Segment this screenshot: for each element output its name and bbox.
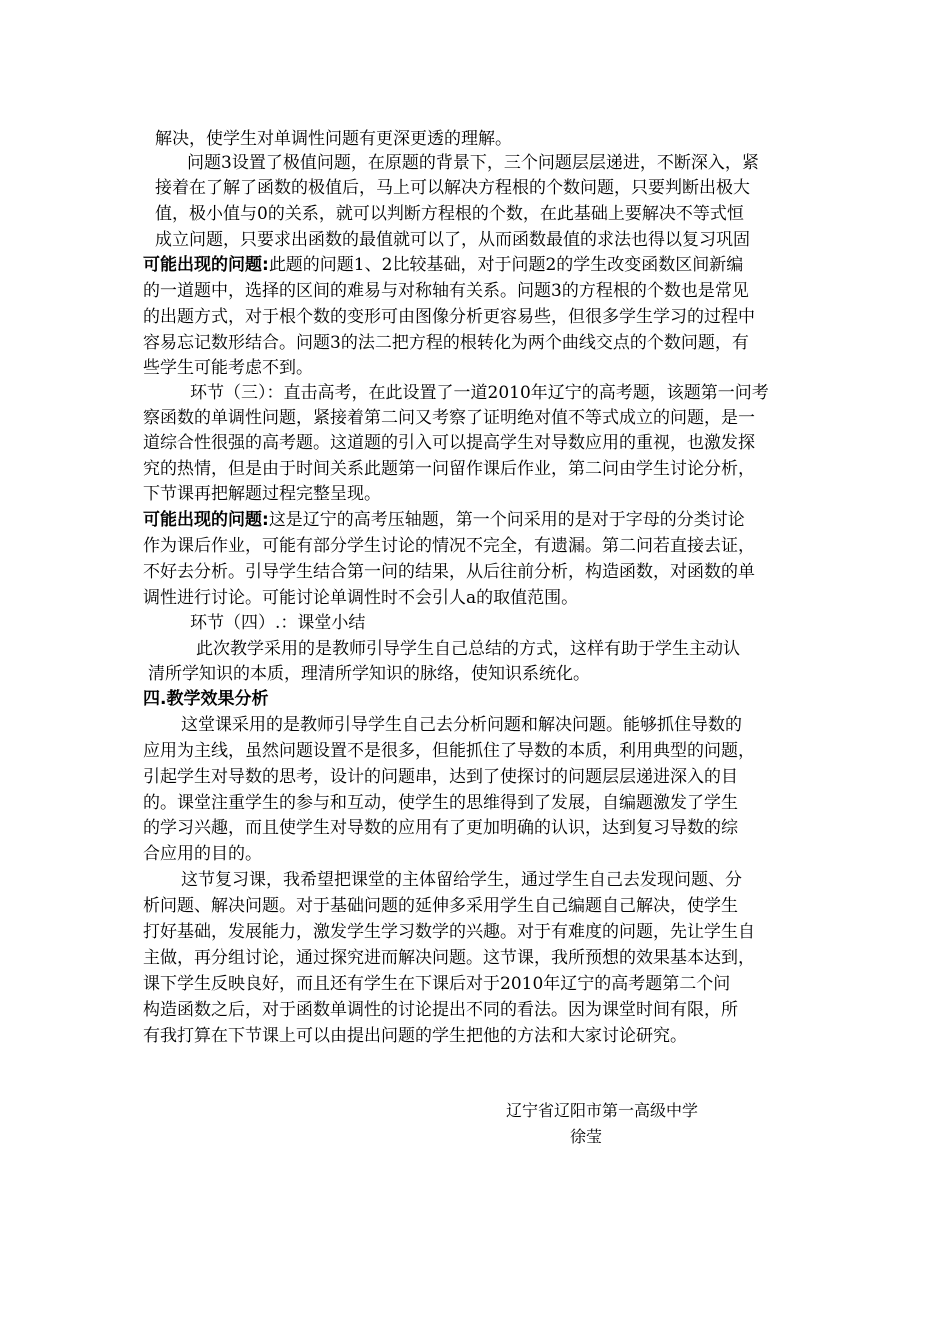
text-line: 作为课后作业，可能有部分学生讨论的情况不完全，有遗漏。第二问若直接去证， xyxy=(143,536,755,556)
text-line: 不好去分析。引导学生结合第一问的结果，从后往前分析，构造函数，对函数的单 xyxy=(143,562,755,582)
text-line: 环节（三）：直击高考，在此设置了一道2010年辽宁的高考题，该题第一问考 xyxy=(190,383,769,403)
text-line: 应用为主线，虽然问题设置不是很多，但能抓住了导数的本质，利用典型的问题， xyxy=(143,741,755,761)
text-line: 下节课再把解题过程完整呈现。 xyxy=(143,484,381,504)
signature-school: 辽宁省辽阳市第一高级中学 xyxy=(506,1101,699,1120)
text-line: 构造函数之后，对于函数单调性的讨论提出不同的看法。因为课堂时间有限，所 xyxy=(143,1000,738,1020)
text-line: 主做，再分组讨论，通过探究进而解决问题。这节课，我所预想的效果基本达到， xyxy=(143,948,755,968)
text-line: 引起学生对导数的思考，设计的问题串，达到了使探讨的问题层层递进深入的目 xyxy=(143,767,738,787)
text-line: 这节复习课，我希望把课堂的主体留给学生，通过学生自己去发现问题、分 xyxy=(181,870,742,890)
text-line: 的一道题中，选择的区间的难易与对称轴有关系。问题3的方程根的个数也是常见 xyxy=(143,281,749,301)
paragraph-line xyxy=(143,507,745,533)
possible-issues-label: 可能出现的问题: xyxy=(143,510,269,530)
text-line: 的出题方式，对于根个数的变形可由图像分析更容易些，但很多学生学习的过程中 xyxy=(143,307,755,327)
text-line: 接着在了解了函数的极值后，马上可以解决方程根的个数问题，只要判断出极大 xyxy=(155,178,750,198)
text-line: 这堂课采用的是教师引导学生自己去分析问题和解决问题。能够抓住导数的 xyxy=(181,715,742,735)
text-line: 环节（四）.：课堂小结 xyxy=(190,613,366,633)
text-line: 清所学知识的本质，理清所学知识的脉络，使知识系统化。 xyxy=(148,664,590,684)
possible-issues-label: 可能出现的问题: xyxy=(143,255,269,275)
text-line: 有我打算在下节课上可以由提出问题的学生把他的方法和大家讨论研究。 xyxy=(143,1026,687,1046)
text-line: 解决，使学生对单调性问题有更深更透的理解。 xyxy=(155,129,512,149)
text-line: 成立问题，只要求出函数的最值就可以了，从而函数最值的求法也得以复习巩固 xyxy=(155,230,750,250)
text-line: 些学生可能考虑不到。 xyxy=(143,358,313,378)
text-line: 调性进行讨论。可能讨论单调性时不会引人a的取值范围。 xyxy=(143,588,579,608)
text-line: 此题的问题1、2比较基础，对于问题2的学生改变函数区间新编 xyxy=(268,255,744,275)
text-line: 的学习兴趣，而且使学生对导数的应用有了更加明确的认识，达到复习导数的综 xyxy=(143,818,738,838)
section-heading: 四.教学效果分析 xyxy=(143,689,269,709)
text-line: 这是辽宁的高考压轴题，第一个问采用的是对于字母的分类讨论 xyxy=(268,510,745,530)
text-line: 合应用的目的。 xyxy=(143,844,262,864)
text-line: 析问题、解决问题。对于基础问题的延伸多采用学生自己编题自己解决，使学生 xyxy=(143,896,738,916)
text-line: 究的热情，但是由于时间关系此题第一问留作课后作业，第二问由学生讨论分析， xyxy=(143,459,755,479)
text-line: 问题3设置了极值问题，在原题的背景下，三个问题层层递进，不断深入，紧 xyxy=(187,153,759,173)
text-line: 打好基础，发展能力，激发学生学习数学的兴趣。对于有难度的问题，先让学生自 xyxy=(143,922,755,942)
text-line: 值，极小值与0的关系，就可以判断方程根的个数，在此基础上要解决不等式恒 xyxy=(155,204,744,224)
text-line: 道综合性很强的高考题。这道题的引入可以提高学生对导数应用的重视，也激发探 xyxy=(143,433,755,453)
signature-author: 徐莹 xyxy=(570,1127,603,1146)
text-line: 容易忘记数形结合。问题3的法二把方程的根转化为两个曲线交点的个数问题，有 xyxy=(143,333,749,353)
text-line: 察函数的单调性问题，紧接着第二问又考察了证明绝对值不等式成立的问题，是一 xyxy=(143,408,755,428)
text-line: 的。课堂注重学生的参与和互动，使学生的思维得到了发展，自编题激发了学生 xyxy=(143,793,738,813)
text-line: 此次教学采用的是教师引导学生自己总结的方式，这样有助于学生主动认 xyxy=(196,639,740,659)
paragraph-line xyxy=(143,252,743,278)
text-line: 课下学生反映良好，而且还有学生在下课后对于2010年辽宁的高考题第二个问 xyxy=(143,974,731,994)
